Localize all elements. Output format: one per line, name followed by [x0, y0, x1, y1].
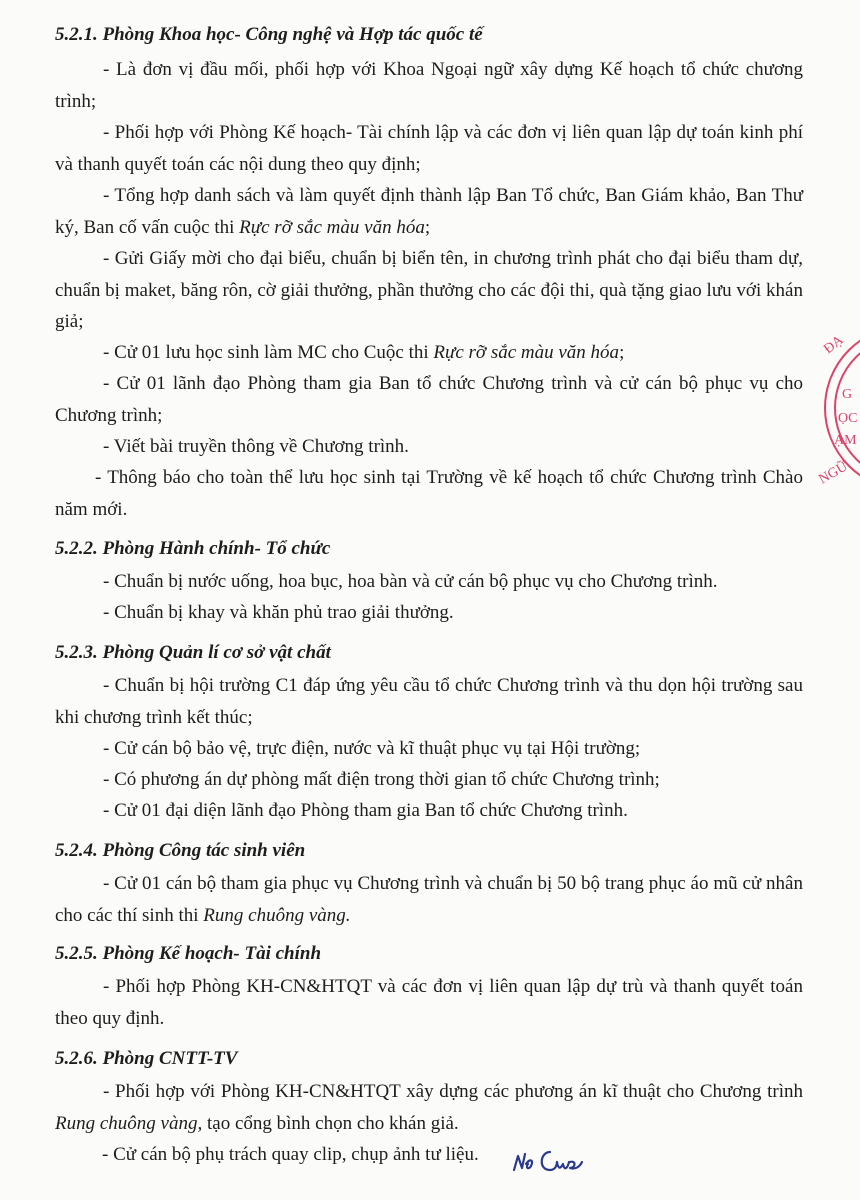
item-text-end: tạo cổng bình chọn cho khán giả. — [202, 1112, 459, 1134]
list-item: - Cử cán bộ bảo vệ, trực điện, nước và kĩ thuật phục vụ tại Hội trường; — [103, 738, 641, 759]
item-text: - Cử 01 lưu học sinh làm MC cho Cuộc thi — [103, 342, 434, 363]
svg-text:ẠM: ẠM — [834, 433, 857, 448]
item-emphasis: Rung chuông vàng. — [203, 904, 351, 926]
list-item: - Cử 01 đại diện lãnh đạo Phòng tham gia Ban tổ chức Chương trình. — [103, 800, 628, 821]
list-item — [55, 180, 803, 243]
section-heading-5-2-2: 5.2.2. Phòng Hành chính- Tổ chức — [55, 538, 331, 559]
item-emphasis: Rung chuông vàng, — [55, 1112, 203, 1134]
list-item — [55, 868, 803, 931]
list-item: - Chuẩn bị hội trường C1 đáp ứng yêu cầu tổ chức Chương trình và thu dọn hội trường sau khi chương trình kết thúc; — [55, 675, 803, 728]
section-heading-5-2-4: 5.2.4. Phòng Công tác sinh viên — [55, 840, 306, 861]
list-item: - Gửi Giấy mời cho đại biểu, chuẩn bị biển tên, in chương trình phát cho đại biểu tham dự, chuẩn bị maket, băng rôn, cờ giải thưởng, phần thưởng cho các đội thi, quà tặng giao lưu với khán giả; — [55, 248, 803, 332]
list-item: - Chuẩn bị nước uống, hoa bục, hoa bàn và cử cán bộ phục vụ cho Chương trình. — [103, 571, 718, 592]
list-item: - Viết bài truyền thông về Chương trình. — [103, 436, 409, 457]
item-text-end: ; — [424, 216, 431, 238]
list-item: - Có phương án dự phòng mất điện trong thời gian tổ chức Chương trình; — [103, 769, 660, 790]
list-item: - Cử 01 lãnh đạo Phòng tham gia Ban tổ chức Chương trình và cử cán bộ phục vụ cho Chương trình; — [55, 373, 803, 426]
section-heading-5-2-5: 5.2.5. Phòng Kế hoạch- Tài chính — [55, 943, 322, 964]
item-text: - Cử 01 cán bộ tham gia phục vụ Chương trình và chuẩn bị 50 bộ trang phục áo mũ cử nhân cho các thí sinh thi — [55, 873, 803, 926]
svg-text:G: G — [842, 387, 853, 402]
svg-text:NGỮ: NGỮ — [816, 458, 851, 488]
item-text: - Phối hợp với Phòng KH-CN&HTQT xây dựng các phương án kĩ thuật cho Chương trình — [103, 1081, 803, 1102]
list-item — [55, 1076, 803, 1139]
section-heading-5-2-3: 5.2.3. Phòng Quản lí cơ sở vật chất — [55, 642, 331, 663]
list-item: - Phối hợp với Phòng Kế hoạch- Tài chính lập và các đơn vị liên quan lập dự toán kinh phí và thanh quyết toán các nội dung theo quy định; — [55, 122, 803, 175]
item-text-end: ; — [619, 342, 625, 363]
handwritten-initials-icon — [510, 1140, 590, 1180]
list-item: - Chuẩn bị khay và khăn phủ trao giải thưởng. — [103, 602, 454, 623]
svg-text:ĐẠ: ĐẠ — [821, 332, 847, 358]
item-emphasis: Rực rỡ sắc màu văn hóa — [239, 216, 425, 238]
official-stamp-icon — [812, 318, 860, 498]
item-text: - Tổng hợp danh sách và làm quyết định thành lập Ban Tổ chức, Ban Giám khảo, Ban Thư ký, Ban cố vấn cuộc thi — [55, 185, 803, 238]
list-item: - Là đơn vị đầu mối, phối hợp với Khoa Ngoại ngữ xây dựng Kế hoạch tổ chức chương trình; — [55, 59, 803, 112]
list-item — [55, 337, 803, 369]
svg-text:ỌC: ỌC — [838, 411, 858, 426]
item-emphasis: Rực rỡ sắc màu văn hóa — [433, 342, 620, 363]
list-item: - Cử cán bộ phụ trách quay clip, chụp ảnh tư liệu. — [102, 1144, 479, 1165]
section-heading-5-2-1: 5.2.1. Phòng Khoa học- Công nghệ và Hợp tác quốc tế — [55, 24, 483, 45]
list-item: - Thông báo cho toàn thể lưu học sinh tại Trường về kế hoạch tổ chức Chương trình Chào năm mới. — [55, 467, 803, 520]
section-heading-5-2-6: 5.2.6. Phòng CNTT-TV — [55, 1048, 238, 1069]
list-item: - Phối hợp Phòng KH-CN&HTQT và các đơn vị liên quan lập dự trù và thanh quyết toán theo quy định. — [55, 976, 803, 1029]
